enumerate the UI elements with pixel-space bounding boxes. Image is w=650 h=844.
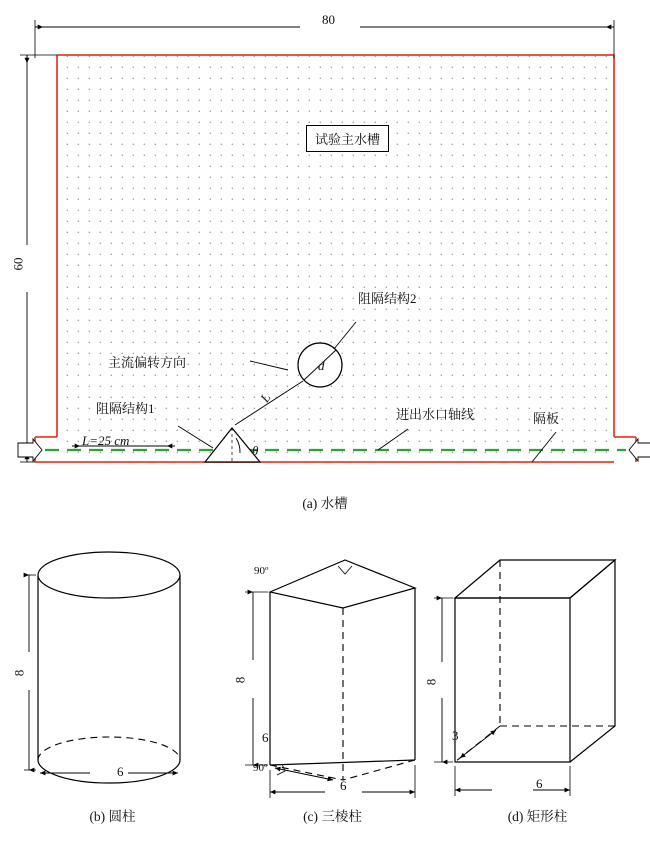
panel-a-caption: (a) 水槽	[302, 496, 348, 511]
prism-width-value: 6	[340, 778, 347, 793]
barrier-1-label: 阻隔结构1	[96, 401, 155, 416]
distance-L-label: L=25 cm	[82, 433, 130, 448]
cylinder-height-value: 8	[11, 669, 27, 677]
dim-top-value: 80	[322, 12, 335, 27]
inlet-flow-arrow	[18, 439, 42, 461]
theta-label: θ	[252, 443, 259, 458]
length-L-symbol: L	[256, 390, 274, 405]
barrier-2-label: 阻隔结构2	[358, 291, 417, 306]
panel-b-caption: (b) 圆柱	[89, 809, 136, 824]
prism-angle-top: 90º	[254, 565, 269, 577]
panel-c-caption: (c) 三棱柱	[303, 809, 362, 824]
box-depth-value: 3	[452, 728, 459, 743]
diameter-label: d	[318, 358, 325, 373]
inlet-axis-label: 进出水口轴线	[396, 407, 475, 422]
box-width-value: 6	[536, 776, 543, 791]
dim-left-value: 60	[10, 257, 26, 271]
prism-angle-bottom: 90º	[253, 762, 268, 774]
flow-deflect-label: 主流偏转方向	[108, 355, 187, 370]
panel-d-caption: (d) 矩形柱	[507, 809, 568, 824]
tank-title-label: 试验主水槽	[306, 125, 389, 152]
prism-depth-value: 6	[262, 730, 269, 745]
cylinder-diameter-value: 6	[117, 764, 124, 779]
partition-label: 隔板	[533, 411, 560, 426]
outlet-flow-arrow	[629, 439, 650, 461]
prism-height-value: 8	[232, 676, 248, 684]
box-height-value: 8	[423, 678, 439, 686]
panel-b-drawing	[10, 530, 220, 820]
